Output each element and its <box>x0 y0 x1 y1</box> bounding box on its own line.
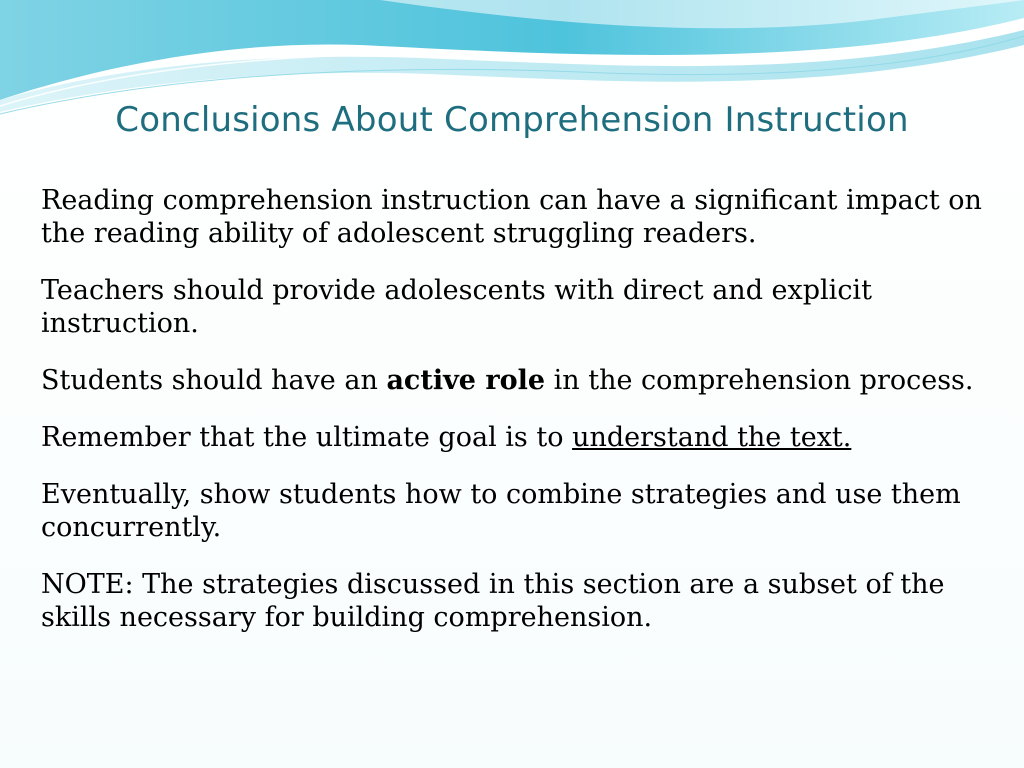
slide-body <box>41 184 1001 658</box>
paragraph-1: Reading comprehension instruction can have a significant impact on the reading ability of adolescent struggling readers. <box>41 185 982 249</box>
paragraph-2: Teachers should provide adolescents with direct and explicit instruction. <box>41 275 872 339</box>
paragraph-4-start: Remember that the ultimate goal is to <box>41 422 573 453</box>
emphasized-phrase: active role <box>386 365 546 396</box>
underlined-phrase: understand the text. <box>572 422 852 453</box>
paragraph-4 <box>41 421 1001 454</box>
paragraph-6: NOTE: The strategies discussed in this section are a subset of the skills necessary for building comprehension. <box>41 569 945 633</box>
paragraph-3-end: in the comprehension process. <box>545 365 974 396</box>
paragraph-3 <box>41 364 1001 397</box>
paragraph-3-start: Students should have an <box>41 365 387 396</box>
paragraph-5: Eventually, show students how to combine strategies and use them concurrently. <box>41 479 961 543</box>
slide-title: Conclusions About Comprehension Instruction <box>115 100 909 140</box>
